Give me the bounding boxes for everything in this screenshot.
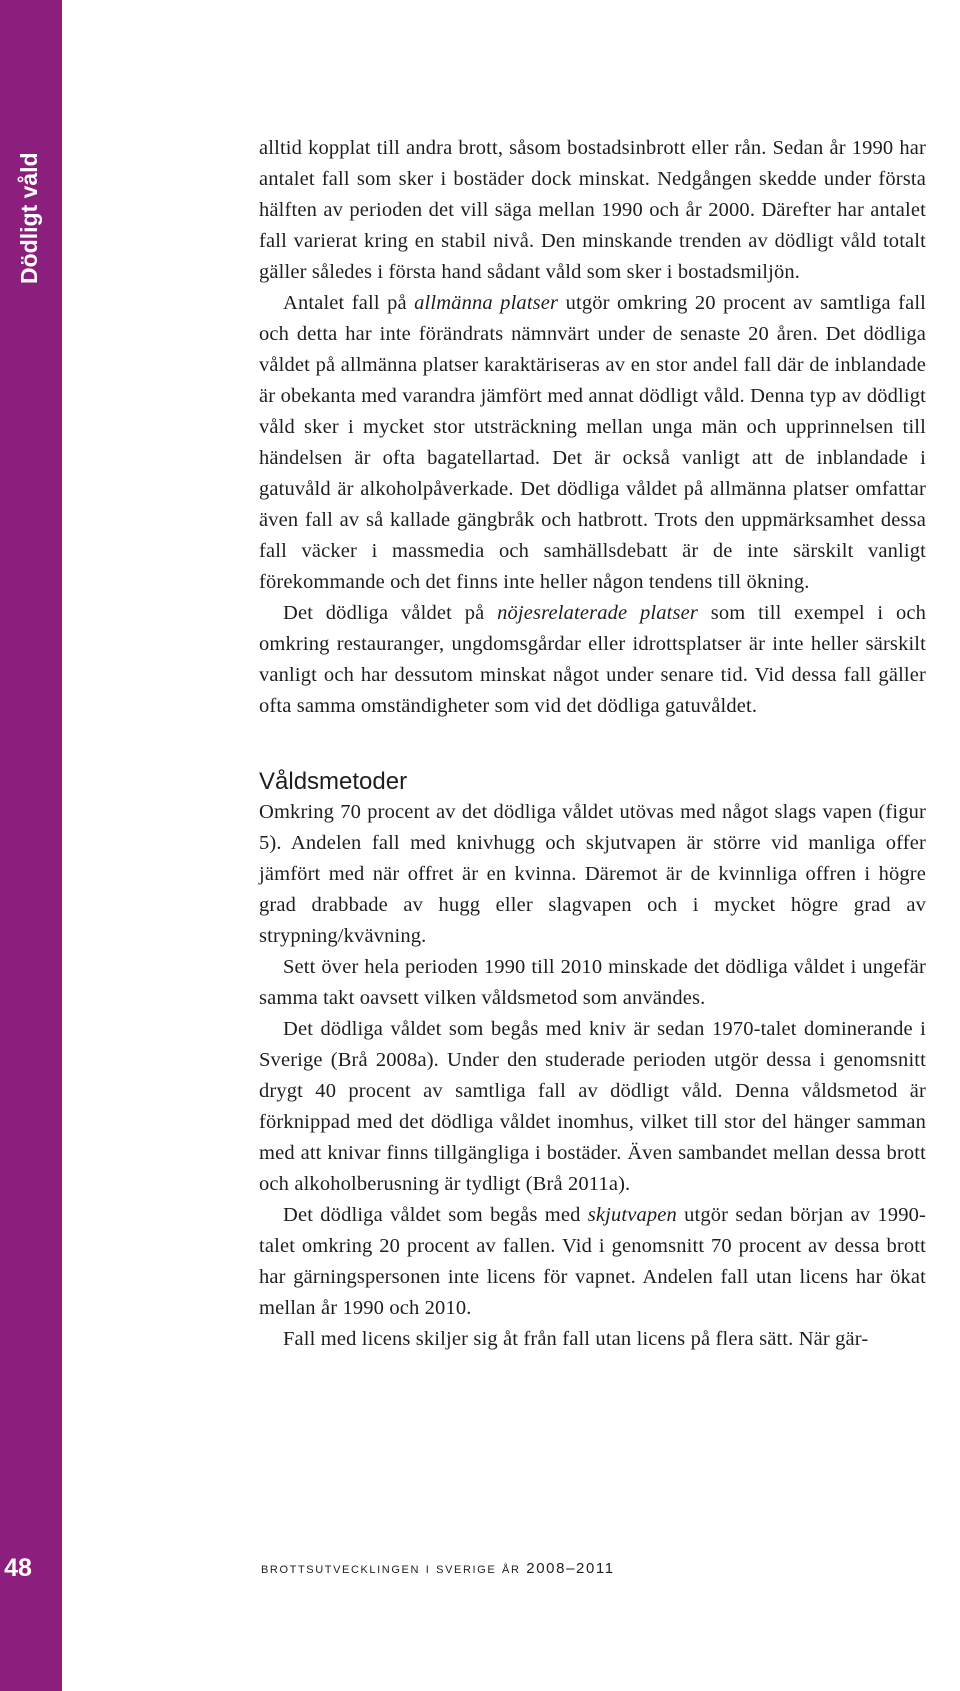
- emphasis: skjutvapen: [587, 1204, 677, 1226]
- section-heading: Våldsmetoder: [259, 768, 408, 795]
- body-paragraph: Antalet fall på allmänna platser utgör omkring 20 procent av samtliga fall och detta har inte förändrats nämnvärt under de senaste 20 åren. Det dödliga våldet på allmänna platser karaktäriseras av en stor andel fall där de inblandade är obekanta med varandra jämfört med annat dödligt våld. Denna typ av dödligt våld sker i mycket stor utsträckning mellan unga män och upprinnelsen till händelsen är ofta bagatellartad. Det är också vanligt att de inblandade i gatuvåld är alkoholpåverkade. Det dödliga våldet på allmänna platser omfattar även fall av så kallade gängbråk och hatbrott. Trots den uppmärksamhet dessa fall väcker i massmedia och samhällsdebatt är de inte särskilt vanligt förekommande och det finns inte heller någon tendens till ökning.: [259, 292, 927, 593]
- body-paragraph: Sett över hela perioden 1990 till 2010 minskade det dödliga våldet i ungefär samma takt oavsett vilken våldsmetod som användes.: [259, 956, 926, 1009]
- footer-title: brottsutvecklingen i sverige år 2008–2011: [261, 1560, 615, 1577]
- sidebar: [0, 0, 62, 1691]
- main-text: [259, 133, 926, 1355]
- body-paragraph: Det dödliga våldet på nöjesrelaterade platser som till exempel i och omkring restauranger, ungdomsgårdar eller idrottsplatser är inte heller särskilt vanligt och har dessutom minskat något under senare tid. Vid dessa fall gäller ofta samma omständigheter som vid det dödliga gatuvåldet.: [259, 602, 926, 717]
- body-paragraph: Omkring 70 procent av det dödliga våldet utövas med något slags vapen (figur 5). Andelen fall med knivhugg och skjutvapen är större vid manliga offer jämfört med när offret är en kvinna. Däremot är de kvinnliga offren i högre grad drabbade av hugg eller slagvapen och i mycket högre grad av strypning/kvävning.: [259, 801, 926, 947]
- page-number: 48: [4, 1554, 32, 1582]
- emphasis: nöjesrelaterade platser: [497, 602, 698, 624]
- body-paragraph: Det dödliga våldet som begås med kniv är sedan 1970-talet dominerande i Sverige (Brå 2008a). Under den studerade perioden utgör dessa i genomsnitt drygt 40 procent av samtliga fall av dödligt våld. Denna våldsmetod är förknippad med det dödliga våldet inomhus, vilket till stor del hänger samman med att knivar finns tillgängliga i bostäder. Även sambandet mellan dessa brott och alkoholberusning är tydligt (Brå 2011a).: [259, 1018, 926, 1195]
- emphasis: allmänna platser: [414, 292, 559, 314]
- body-paragraph: Fall med licens skiljer sig åt från fall utan licens på flera sätt. När gär-: [283, 1328, 869, 1350]
- body-paragraph: alltid kopplat till andra brott, såsom bostadsinbrott eller rån. Sedan år 1990 har antalet fall som sker i bostäder dock minskat. Nedgången skedde under första hälften av perioden det vill säga mellan 1990 och år 2000. Därefter har antalet fall varierat kring en stabil nivå. Den minskande trenden av dödligt våld totalt gäller således i första hand sådant våld som sker i bostadsmiljön.: [259, 137, 926, 283]
- body-paragraph: Det dödliga våldet som begås med skjutvapen utgör sedan början av 1990-talet omkring 20 procent av fallen. Vid i genomsnitt 70 procent av dessa brott har gärningspersonen inte licens för vapnet. Andelen fall utan licens har ökat mellan år 1990 och 2010.: [259, 1204, 926, 1319]
- section-label: Dödligt våld: [16, 152, 42, 284]
